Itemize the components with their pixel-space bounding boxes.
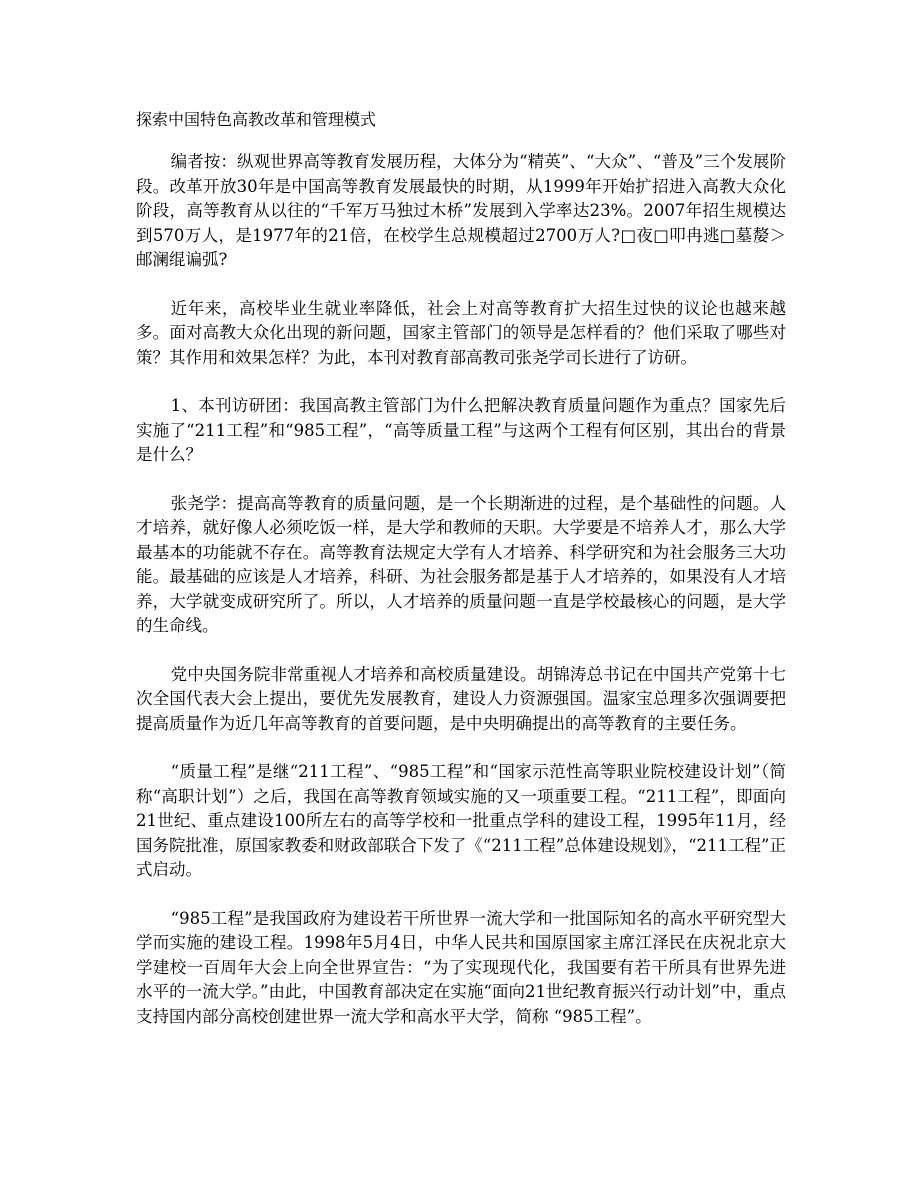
paragraph-answer-3: “质量工程”是继“211工程”、“985工程”和“国家示范性高等职业院校建设计划”（简称“高职计划”）之后，我国在高等教育领域实施的又一项重要工程。“211工程”，即面向21世纪、重点建设100所左右的高等学校和一批重点学科的建设工程，1995年11月，经国务院批准，原国家教委和财政部联合下发了《“211工程”总体建设规划》，“211工程”正式启动。 bbox=[136, 762, 786, 879]
paragraph-answer-1: 张尧学：提高高等教育的质量问题，是一个长期渐进的过程，是个基础性的问题。人才培养，就好像人必须吃饭一样，是大学和教师的天职。大学要是不培养人才，那么大学最基本的功能就不存在。高等教育法规定大学有人才培养、科学研究和为社会服务三大功能。最基础的应该是人才培养，科研、为社会服务都是基于人才培养的，如果没有人才培养，大学就变成研究所了。所以，人才培养的质量问题一直是学校最核心的问题，是大学的生命线。 bbox=[136, 493, 786, 635]
document-title: 探索中国特色高教改革和管理模式 bbox=[136, 110, 377, 129]
paragraph-editor-note: 编者按：纵观世界高等教育发展历程，大体分为“精英”、“大众”、“普及”三个发展阶段。改革开放30年是中国高等教育发展最快的时期，从1999年开始扩招进入高教大众化阶段，高等教育从以往的“千军万马独过木桥”发展到入学率达23%。2007年招生规模达到570万人，是1977年的21倍，在校学生总规模超过2700万人?□夜□叩冉逃□墓嫠＞邮澜绲谝弧? bbox=[136, 152, 786, 269]
paragraph-answer-4: “985工程”是我国政府为建设若干所世界一流大学和一批国际知名的高水平研究型大学而实施的建设工程。1998年5月4日，中华人民共和国原国家主席江泽民在庆祝北京大学建校一百周年大会上向全世界宣告：“为了实现现代化，我国要有若干所具有世界先进水平的一流大学。”由此，中国教育部决定在实施“面向21世纪教育振兴行动计划”中，重点支持国内部分高校创建世界一流大学和高水平大学，简称 “985工程”。 bbox=[136, 908, 786, 1026]
document-page bbox=[136, 108, 786, 1053]
paragraph-question-1: 1、本刊访研团：我国高教主管部门为什么把解决教育质量问题作为重点？国家先后实施了“211工程”和“985工程”，“高等质量工程”与这两个工程有何区别，其出台的背景是什么？ bbox=[136, 396, 786, 464]
paragraph-answer-2: 党中央国务院非常重视人才培养和高校质量建设。胡锦涛总书记在中国共产党第十七次全国代表大会上提出，要优先发展教育，建设人力资源强国。温家宝总理多次强调要把提高质量作为近几年高等教育的首要问题，是中央明确提出的高等教育的主要任务。 bbox=[136, 664, 786, 733]
paragraph-intro: 近年来，高校毕业生就业率降低，社会上对高等教育扩大招生过快的议论也越来越多。面对高教大众化出现的新问题，国家主管部门的领导是怎样看的？他们采取了哪些对策？其作用和效果怎样？为此，本刊对教育部高教司张尧学司长进行了访研。 bbox=[136, 298, 786, 367]
